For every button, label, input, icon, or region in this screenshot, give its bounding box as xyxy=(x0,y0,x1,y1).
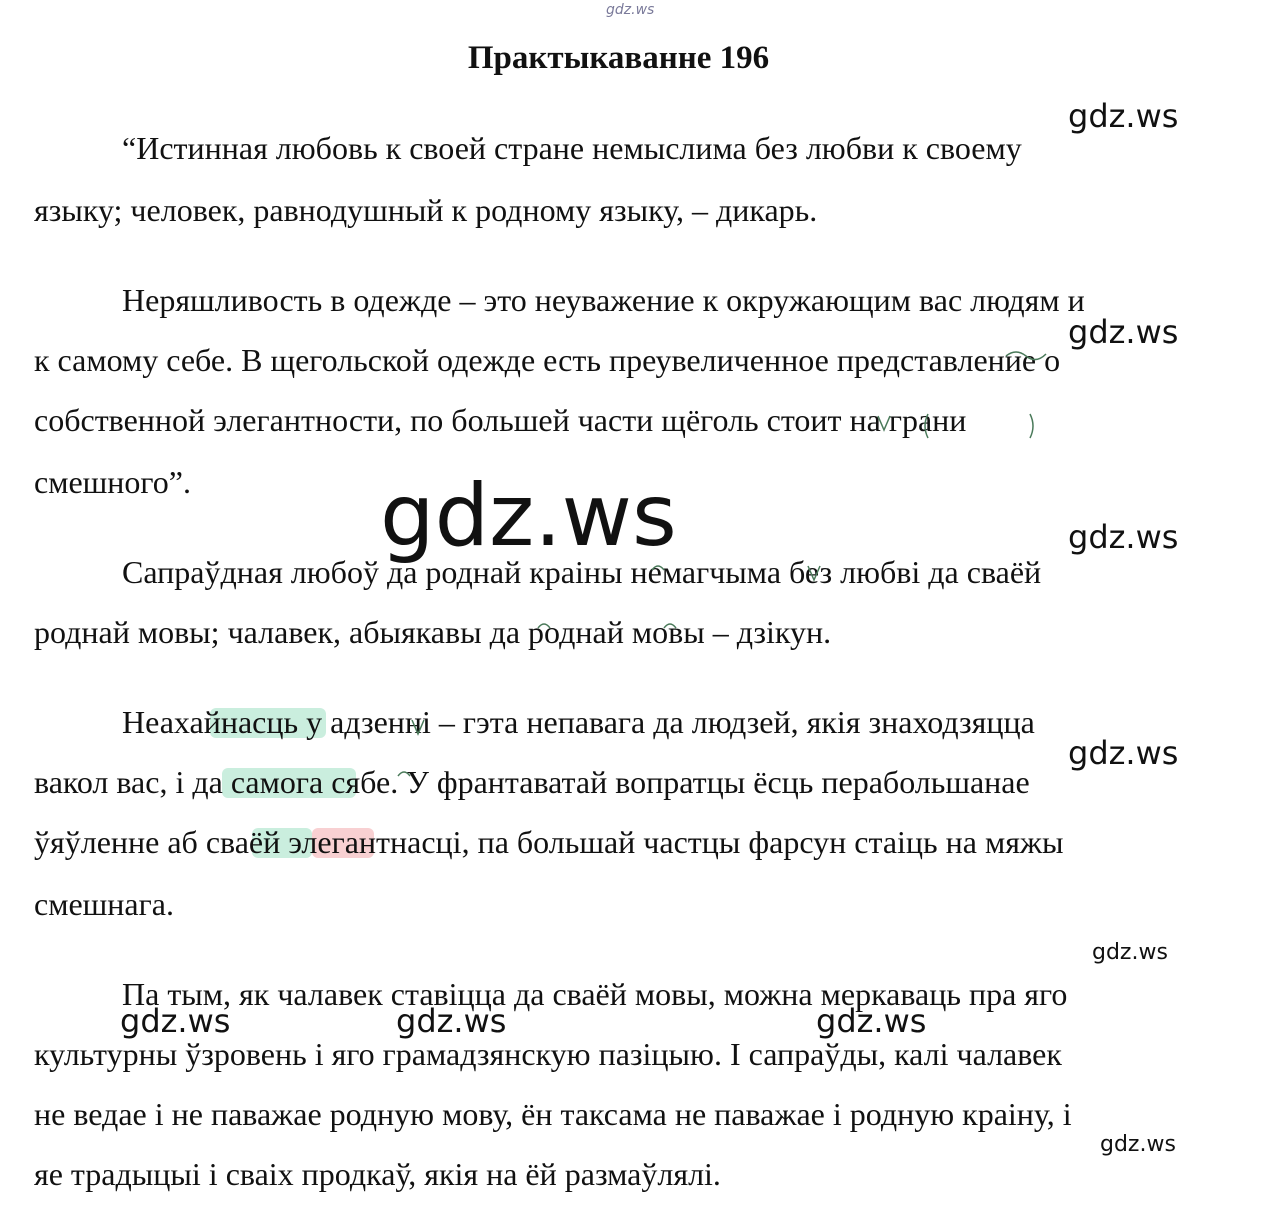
watermark-center-big: gdz.ws xyxy=(380,466,677,566)
watermark-top: gdz.ws xyxy=(606,2,655,18)
watermark-right-3: gdz.ws xyxy=(1068,518,1179,556)
watermark-right-2: gdz.ws xyxy=(1068,313,1179,351)
text-line-13: Па тым, як чалавек ставіцца да сваёй мовы, можна меркаваць пра яго xyxy=(122,976,1068,1012)
text-line-16: яе традыцыі і сваіх продкаў, якія на ёй размаўлялі. xyxy=(34,1156,721,1192)
watermark-right-5: gdz.ws xyxy=(1092,940,1168,965)
text-line-10: вакол вас, і да самога сябе. У франтаватай вопратцы ёсць перабольшанае xyxy=(34,764,1030,800)
text-line-2: языку; человек, равнодушный к родному языку, – дикарь. xyxy=(34,192,818,228)
text-line-8: роднай мовы; чалавек, абыякавы да роднай мовы – дзікун. xyxy=(34,614,832,650)
watermark-right-1: gdz.ws xyxy=(1068,97,1179,135)
text-line-11: ўяўленне аб сваёй элегантнасці, па большай частцы фарсун стаіць на мяжы xyxy=(34,824,1064,860)
watermark-bottom-mid: gdz.ws xyxy=(396,1002,507,1040)
text-line-1: “Истинная любовь к своей стране немыслима без любви к своему xyxy=(122,130,1022,166)
text-line-15: не ведае і не паважае родную мову, ён таксама не паважае і родную краіну, і xyxy=(34,1096,1072,1132)
text-line-7: Сапраўдная любоў да роднай краіны немагчыма без любві да сваёй xyxy=(122,554,1042,590)
watermark-bottom-left: gdz.ws xyxy=(120,1002,231,1040)
text-line-6: смешного”. xyxy=(34,464,191,500)
text-line-9: Неахайнасць у адзенні – гэта непавага да людзей, якія знаходзяцца xyxy=(122,704,1035,740)
text-line-3: Неряшливость в одежде – это неуважение к окружающим вас людям и xyxy=(122,282,1085,318)
watermark-right-6: gdz.ws xyxy=(1100,1132,1176,1157)
text-line-5: собственной элегантности, по большей части щёголь стоит на грани xyxy=(34,402,967,438)
page-title: Практыкаванне 196 xyxy=(467,40,770,76)
text-line-12: смешнага. xyxy=(34,886,174,922)
text-line-14: культурны ўзровень і яго грамадзянскую пазіцыю. І сапраўды, калі чалавек xyxy=(34,1036,1062,1072)
text-line-4: к самому себе. В щегольской одежде есть преувеличенное представление о xyxy=(34,342,1061,378)
watermark-right-4: gdz.ws xyxy=(1068,734,1179,772)
watermark-bottom-right: gdz.ws xyxy=(816,1002,927,1040)
